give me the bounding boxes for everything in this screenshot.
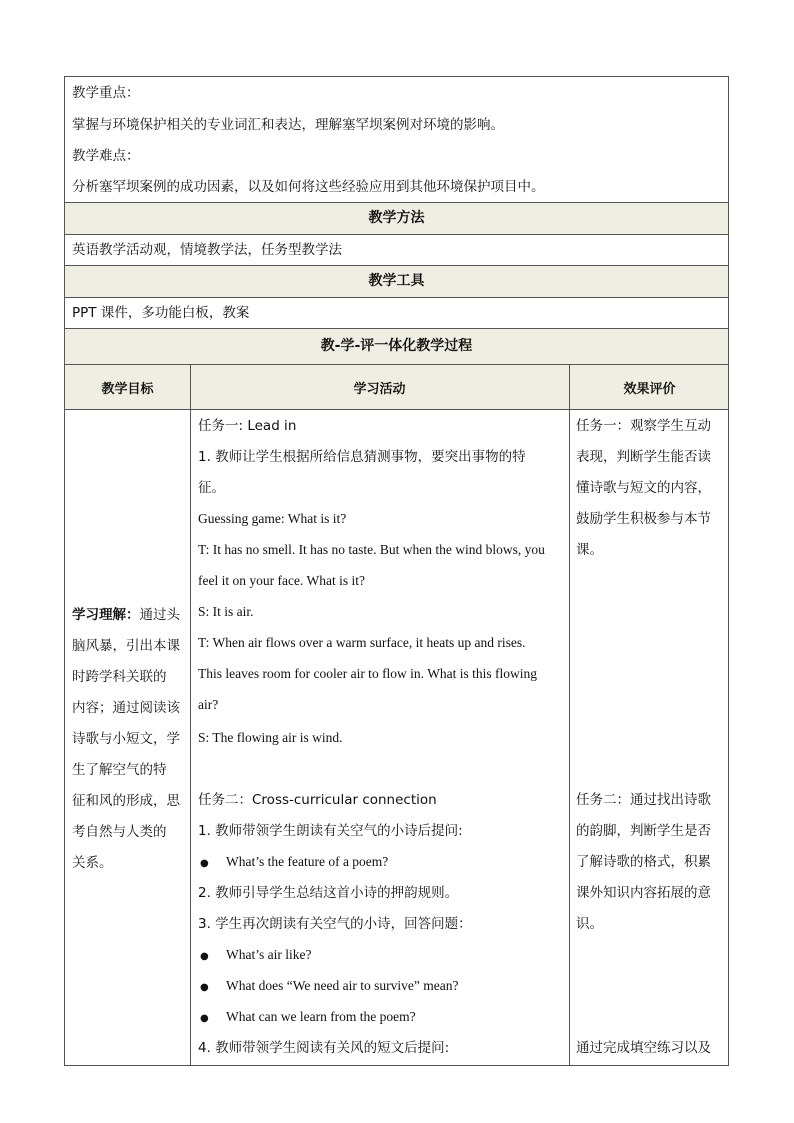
tools-header [65, 266, 728, 298]
process-header-text: 教-学-评一体化教学过程 [320, 338, 473, 354]
eval-cell [569, 410, 730, 1065]
teacher-line-2a: T: When air flows over a warm surface, it heats up and rises. [198, 635, 526, 650]
methods-header [65, 203, 728, 235]
goal-line: 考自然与人类的 [72, 824, 167, 840]
methods-text: 英语教学活动观，情境教学法，任务型教学法 [72, 242, 342, 258]
goal-line: 征和风的形成，思 [72, 793, 180, 809]
eval-2-line: 任务二：通过找出诗歌 [576, 792, 711, 808]
goal-text: 通过头 [139, 607, 180, 623]
goal-line: 关系。 [72, 855, 113, 871]
question-1: What’s the feature of a poem? [226, 854, 389, 869]
eval-2-line: 课外知识内容拓展的意 [576, 885, 711, 901]
eval-1-line: 任务一：观察学生互动 [576, 418, 711, 434]
eval-1-line: 懂诗歌与短文的内容， [576, 480, 711, 496]
goal-line-1 [72, 605, 180, 625]
goal-label: 学习理解： [72, 607, 140, 623]
column-header-row [65, 365, 728, 410]
student-line-2: S: The flowing air is wind. [198, 730, 343, 745]
goal-line: 生了解空气的特 [72, 762, 167, 778]
bullet-icon: ● [200, 951, 209, 962]
goal-line: 脑风暴，引出本课 [72, 638, 180, 654]
column-divider [190, 365, 191, 409]
eval-1-line: 鼓励学生积极参与本节 [576, 511, 711, 527]
difficulty-label: 教学难点： [72, 148, 140, 164]
methods-header-text: 教学方法 [368, 210, 425, 226]
eval-3-line: 通过完成填空练习以及 [576, 1040, 711, 1056]
col-goal-header: 教学目标 [101, 382, 154, 397]
teacher-line-1a: T: It has no smell. It has no taste. But when the wind blows, you [198, 542, 545, 557]
goal-line: 内容；通过阅读该 [72, 700, 180, 716]
process-header [65, 329, 728, 365]
col-activity-header: 学习活动 [353, 382, 406, 397]
eval-2-line: 识。 [576, 916, 603, 932]
task2-step2: 2. 教师引导学生总结这首小诗的押韵规则。 [198, 885, 459, 901]
guessing-game: Guessing game: What is it? [198, 511, 347, 526]
question-3: What does “We need air to survive” mean? [226, 978, 459, 993]
goal-line: 时跨学科关联的 [72, 669, 167, 685]
tools-text: PPT 课件，多功能白板，教案 [72, 305, 250, 321]
difficulty-text: 分析塞罕坝案例的成功因素，以及如何将这些经验应用到其他环境保护项目中。 [72, 179, 545, 195]
key-point-text: 掌握与环境保护相关的专业词汇和表达，理解塞罕坝案例对环境的影响。 [72, 117, 504, 133]
task2-step1: 1. 教师带领学生朗读有关空气的小诗后提问: [198, 823, 463, 839]
eval-2-line: 的韵脚，判断学生是否 [576, 823, 711, 839]
goal-cell [65, 410, 190, 1065]
teacher-line-1b: feel it on your face. What is it? [198, 573, 365, 588]
bullet-icon: ● [200, 858, 209, 869]
teacher-line-2b: This leaves room for cooler air to flow in. What is this flowing [198, 666, 538, 681]
bullet-icon: ● [200, 982, 209, 993]
eval-1-line: 课。 [576, 542, 603, 558]
question-2: What’s air like? [226, 947, 312, 962]
column-divider [569, 365, 570, 409]
focus-section [65, 77, 728, 203]
col-eval-header: 效果评价 [623, 382, 676, 397]
eval-1-line: 表现，判断学生能否读 [576, 449, 711, 465]
methods-row [65, 235, 728, 266]
student-line-1: S: It is air. [198, 604, 254, 619]
task2-step4: 4. 教师带领学生阅读有关风的短文后提问: [198, 1040, 450, 1056]
tools-header-text: 教学工具 [368, 273, 425, 289]
task1-step1-cont: 征。 [198, 480, 225, 496]
lesson-plan-table [64, 76, 729, 1066]
process-body-row [65, 410, 728, 1065]
activity-cell [190, 410, 569, 1065]
question-4: What can we learn from the poem? [226, 1009, 416, 1024]
eval-2-line: 了解诗歌的格式，积累 [576, 854, 711, 870]
task2-step3: 3. 学生再次朗读有关空气的小诗，回答问题： [198, 916, 472, 932]
tools-row [65, 298, 728, 329]
goal-line: 诗歌与小短文，学 [72, 731, 180, 747]
task1-title: 任务一: Lead in [198, 418, 297, 434]
task1-step1: 1. 教师让学生根据所给信息猜测事物，要突出事物的特 [198, 449, 526, 465]
teacher-line-2c: air? [198, 697, 219, 712]
key-point-label: 教学重点： [72, 85, 140, 101]
task2-title: 任务二：Cross-curricular connection [198, 792, 437, 808]
bullet-icon: ● [200, 1013, 209, 1024]
